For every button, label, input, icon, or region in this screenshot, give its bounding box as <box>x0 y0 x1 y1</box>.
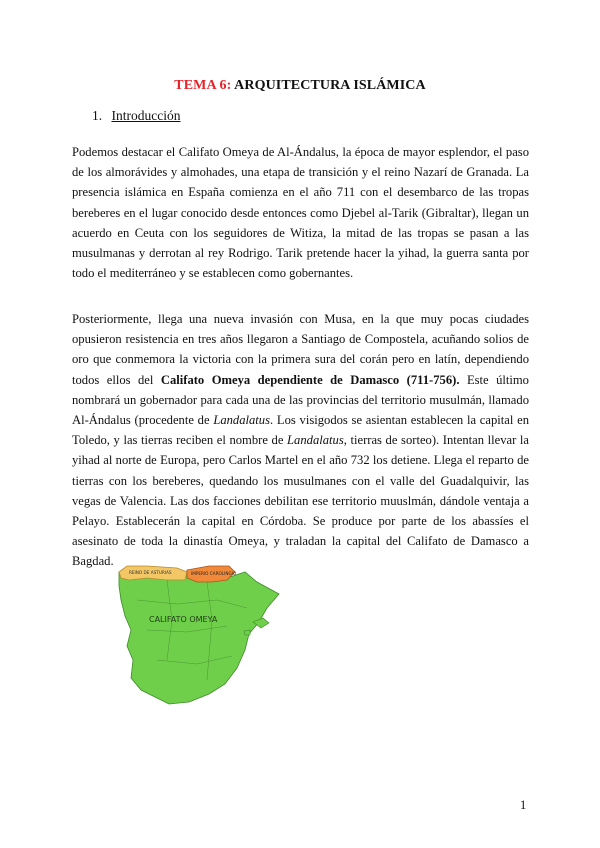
p2-italic-landalatus-1: Landalatus <box>213 413 270 428</box>
page-number: 1 <box>520 798 527 812</box>
p2-bold-califato: Califato Omeya dependiente de Damasco (711-756). <box>160 372 460 387</box>
paragraph-2-text <box>72 309 529 572</box>
title-text: ARQUITECTURA ISLÁMICA <box>231 78 426 93</box>
map-label-franks: IMPERIO CAROLINGIO <box>191 571 237 576</box>
section-heading <box>92 108 180 124</box>
p2-part3: . Los visigodos se asientan establecen la capital en Toledo, y las tierras reciben el nombre de <box>72 413 529 448</box>
document-title <box>0 78 600 94</box>
map-label-caliphate: CALIFATO OMEYA <box>149 615 218 624</box>
map-label-asturias: REINO DE ASTURIAS <box>129 570 172 575</box>
p2-part1: Posteriormente, llega una nueva invasión con Musa, en la que muy pocas ciudades opusieron resistencia en tres años llegaron a Santiago de Compostela, acuñando solios de oro que conmemora la victoria con la primera sura del corán pero en latín, dependiendo todos ellos del <box>72 312 529 387</box>
section-title: Introducción <box>111 108 181 123</box>
iberia-caliphate-map <box>117 560 282 712</box>
p2-part2: Este último nombrará un gobernador para cada una de las provincias del territorio musulmán, llamado Al-Ándalus (procedente de <box>72 372 529 428</box>
section-number: 1. <box>92 108 103 123</box>
paragraph-1-text: Podemos destacar el Califato Omeya de Al-Ándalus, la época de mayor esplendor, el paso de los almorávides y almohades, una etapa de transición y el reino Nazarí de Granada. La presencia islámica en España comienza en el año 711 con el desembarco de las tropas bereberes en el lugar conocido desde entonces como Djebel al-Tarik (Gibraltar), llegan un acuerdo en Ceuta con los seguidores de Witiza, la mitad de las tropas se pasan a las musulmanas y derrotan al rey Rodrigo. Tarik pretende hacer la yihad, la guerra santa por todo el mediterráneo y se establecen como gobernantes. <box>72 145 529 281</box>
paragraph-intro <box>72 142 529 283</box>
paragraph-history <box>72 309 529 572</box>
p2-italic-landalatus-2: Landalatus <box>287 433 344 448</box>
title-prefix: TEMA 6: <box>174 78 232 93</box>
p2-part4: , tierras de sorteo). Intentan llevar la yihad al norte de Europa, pero Carlos Martel en el año 732 los detiene. Llega el reparto de tierras con los bereberes, quedando los musulmanes con el valle del Guadalquivir, las vegas de Valencia. Las dos facciones debilitan ese territorio muuslmán, dándole ventaja a Pelayo. Establecerán la capital en Córdoba. Se produce por parte de los abassíes el asesinato de toda la dinastía Omeya, y traladan la capital del Califato de Damasco a Bagdad. <box>72 433 530 569</box>
